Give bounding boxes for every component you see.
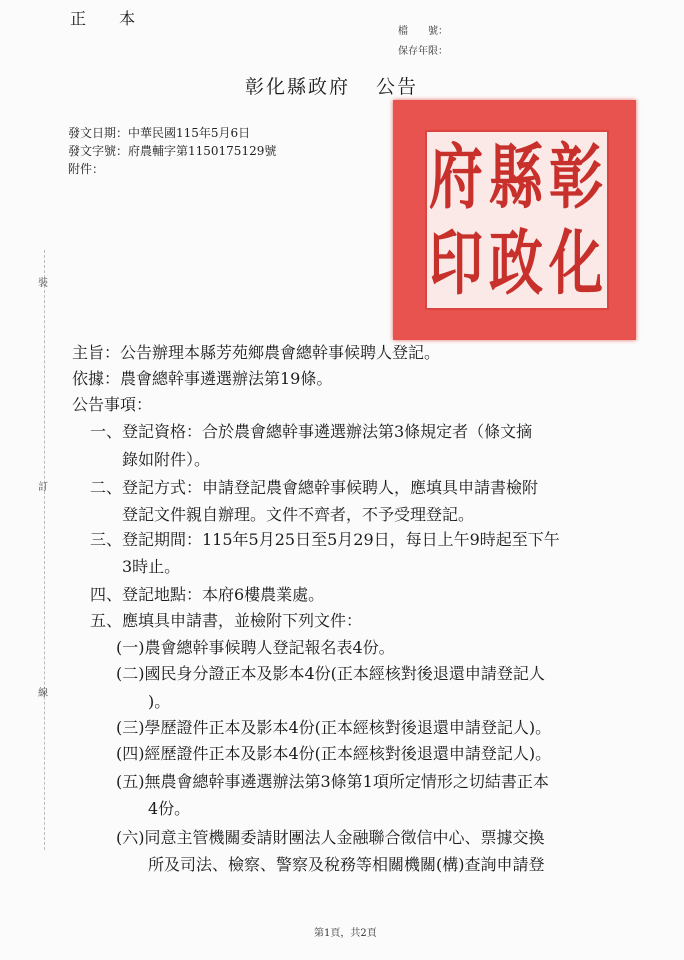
sub-item-5-line-2: 4份。 bbox=[148, 799, 191, 818]
item-3-line-2: 3時止。 bbox=[122, 557, 181, 576]
copy-mark: 正 本 bbox=[70, 9, 150, 28]
binding-mark-bottom: 線 bbox=[38, 688, 48, 699]
binding-mark-top: 裝 bbox=[38, 278, 48, 289]
page-number: 第1頁，共2頁 bbox=[314, 928, 377, 939]
sub-item-6-line-2: 所及司法、檢察、警察及稅務等相關機關(構)查詢申請登 bbox=[148, 855, 545, 874]
sub-item-5-line-1: (五)無農會總幹事遴選辦法第3條第1項所定情形之切結書正本 bbox=[116, 772, 549, 791]
seal-char: 府 bbox=[429, 135, 483, 219]
retention-label: 保存年限： bbox=[398, 46, 448, 57]
sub-item-3: (三)學歷證件正本及影本4份(正本經核對後退還申請登記人)。 bbox=[116, 718, 552, 737]
document-type: 公告 bbox=[376, 76, 419, 98]
sub-item-1: (一)農會總幹事候聘人登記報名表4份。 bbox=[116, 638, 395, 657]
item-3-line-1: 三、登記期間：115年5月25日至5月29日，每日上午9時起至下午 bbox=[90, 530, 560, 549]
file-number-label: 檔 號： bbox=[398, 26, 448, 37]
seal-char: 化 bbox=[549, 221, 603, 305]
seal-char: 彰 bbox=[549, 135, 603, 219]
item-5-line-1: 五、應填具申請書，並檢附下列文件： bbox=[90, 611, 363, 630]
item-4-line-1: 四、登記地點：本府6樓農業處。 bbox=[90, 585, 325, 604]
item-2-line-2: 登記文件親自辦理。文件不齊者，不予受理登記。 bbox=[122, 505, 475, 524]
sub-item-4: (四)經歷證件正本及影本4份(正本經核對後退還申請登記人)。 bbox=[116, 744, 552, 763]
seal-inner-frame bbox=[425, 130, 609, 310]
issue-number: 發文字號：府農輔字第1150175129號 bbox=[68, 144, 277, 158]
page-title bbox=[245, 72, 418, 99]
agency-name: 彰化縣政府 bbox=[245, 76, 351, 98]
official-seal bbox=[393, 100, 636, 340]
binding-line bbox=[44, 250, 45, 850]
sub-item-2-line-1: (二)國民身分證正本及影本4份(正本經核對後退還申請登記人 bbox=[116, 664, 545, 683]
items-heading: 公告事項： bbox=[72, 395, 153, 414]
seal-char: 縣 bbox=[489, 135, 543, 219]
item-1-line-2: 錄如附件）。 bbox=[122, 450, 211, 469]
seal-char: 印 bbox=[429, 221, 483, 305]
attachment-label: 附件： bbox=[68, 162, 105, 176]
issue-date: 發文日期：中華民國115年5月6日 bbox=[68, 126, 251, 140]
binding-mark-middle: 訂 bbox=[38, 482, 48, 493]
item-2-line-1: 二、登記方式：申請登記農會總幹事候聘人，應填具申請書檢附 bbox=[90, 478, 539, 497]
sub-item-6-line-1: (六)同意主管機關委請財團法人金融聯合徵信中心、票據交換 bbox=[116, 828, 545, 847]
basis-line: 依據：農會總幹事遴選辦法第19條。 bbox=[72, 369, 333, 388]
sub-item-2-line-2: )。 bbox=[148, 692, 171, 711]
subject-line: 主旨：公告辦理本縣芳苑鄉農會總幹事候聘人登記。 bbox=[72, 343, 441, 362]
seal-char: 政 bbox=[489, 221, 543, 305]
item-1-line-1: 一、登記資格：合於農會總幹事遴選辦法第3條規定者（條文摘 bbox=[90, 422, 533, 441]
